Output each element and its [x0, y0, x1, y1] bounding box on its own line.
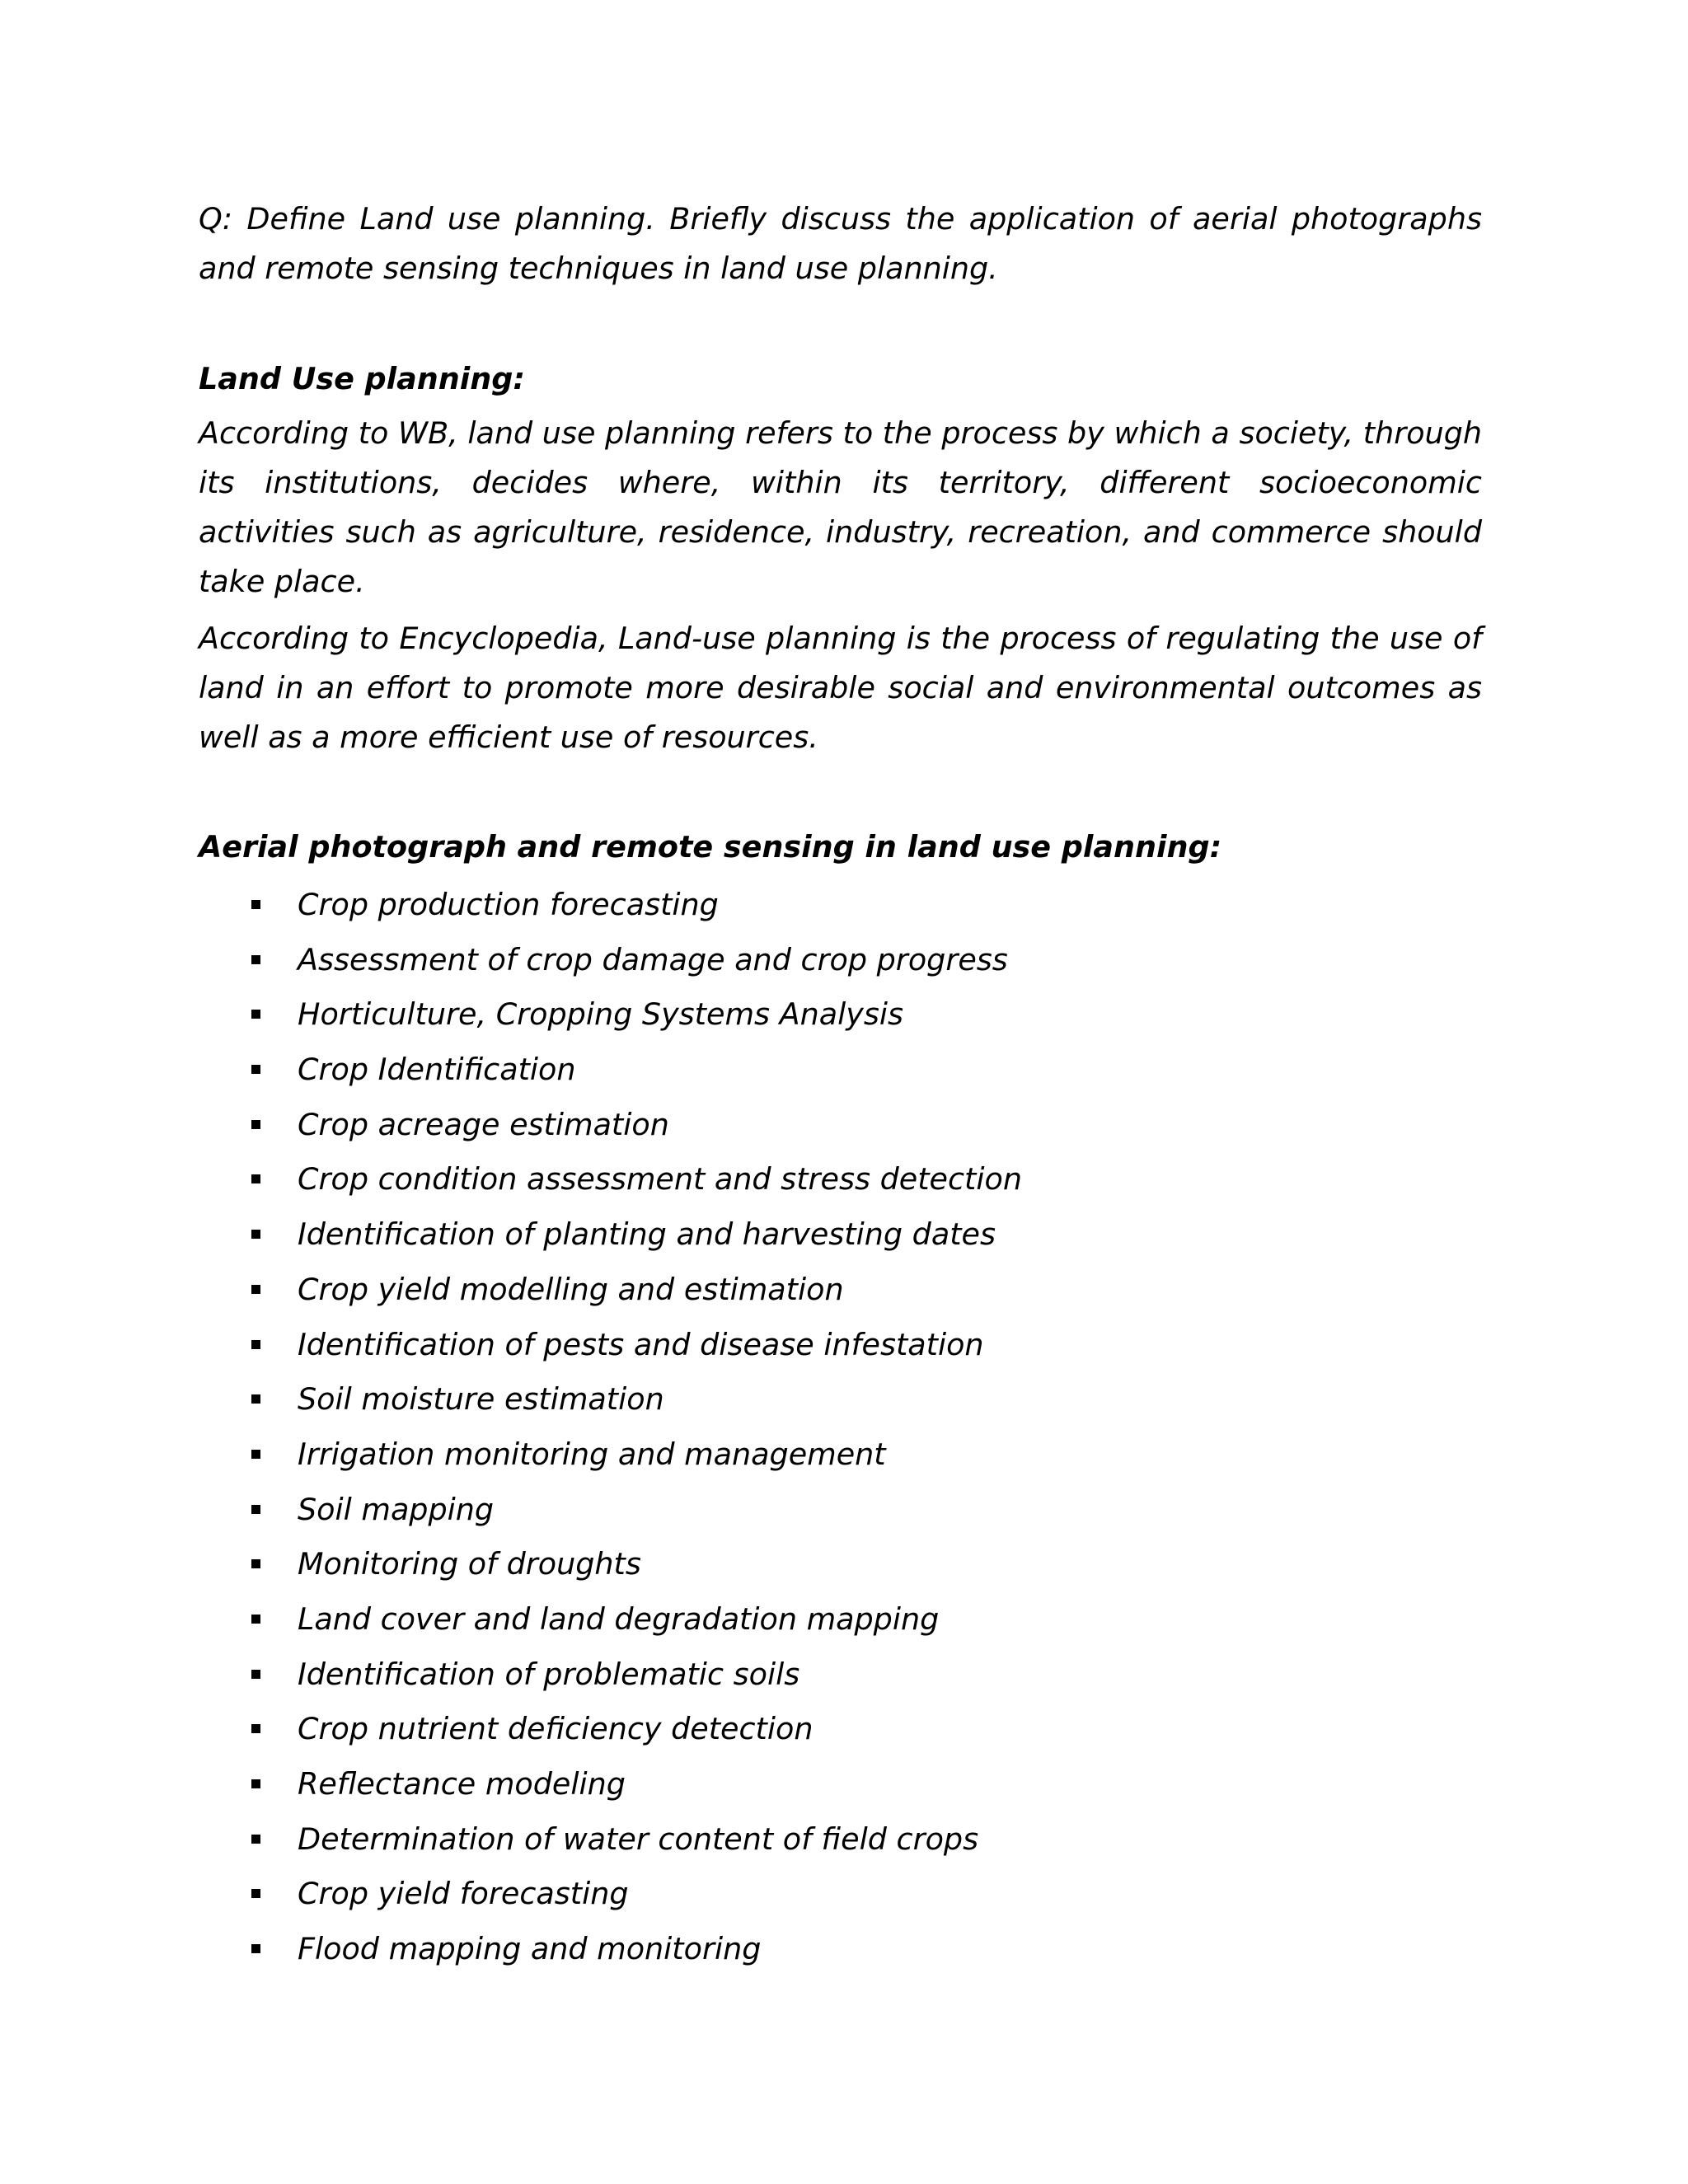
definition-line: well as a more efficient use of resources. — [199, 719, 818, 755]
list-item-text: Determination of water content of field crops — [298, 1821, 979, 1857]
square-bullet-icon — [251, 1944, 260, 1953]
question-paragraph — [199, 194, 1482, 293]
definition-line: take place. — [199, 564, 365, 599]
list-item-text: Crop condition assessment and stress detection — [298, 1161, 1022, 1197]
square-bullet-icon — [251, 900, 260, 909]
question-line: and remote sensing techniques in land use planning. — [199, 251, 998, 286]
definition-line: its institutions, decides where, within its territory, different socioeconomic — [199, 465, 1482, 500]
list-item-text: Assessment of crop damage and crop progress — [298, 941, 1008, 977]
square-bullet-icon — [251, 1120, 260, 1129]
list-item-text: Crop production forecasting — [298, 887, 719, 922]
square-bullet-icon — [251, 1724, 260, 1733]
list-item-text: Crop Identification — [298, 1052, 576, 1088]
definition-line: land in an effort to promote more desirable social and environmental outcomes as — [199, 670, 1482, 705]
list-item-text: Soil moisture estimation — [298, 1381, 664, 1418]
square-bullet-icon — [251, 1779, 260, 1788]
square-bullet-icon — [251, 1559, 260, 1568]
list-item-text: Flood mapping and monitoring — [298, 1931, 762, 1967]
definition-line: According to Encyclopedia, Land-use planning is the process of regulating the use of — [199, 621, 1482, 656]
square-bullet-icon — [251, 1174, 260, 1183]
square-bullet-icon — [251, 1615, 260, 1624]
list-item-text: Crop acreage estimation — [298, 1106, 669, 1142]
square-bullet-icon — [251, 1835, 260, 1844]
land-use-heading: Land Use planning: — [199, 361, 525, 396]
square-bullet-icon — [251, 1340, 260, 1349]
square-bullet-icon — [251, 1670, 260, 1679]
definition-line: According to WB, land use planning refers to the process by which a society, through — [199, 415, 1482, 451]
list-item-text: Crop yield forecasting — [298, 1876, 629, 1912]
square-bullet-icon — [251, 1010, 260, 1019]
square-bullet-icon — [251, 1230, 260, 1239]
list-item-text: Land cover and land degradation mapping — [298, 1601, 940, 1637]
definition-encyclopedia-paragraph — [199, 614, 1482, 762]
list-item-text: Monitoring of droughts — [298, 1546, 641, 1582]
square-bullet-icon — [251, 1065, 260, 1074]
square-bullet-icon — [251, 1889, 260, 1898]
list-item-text: Identification of planting and harvesting dates — [298, 1216, 996, 1253]
list-item-text: Identification of pests and disease infestation — [298, 1326, 984, 1362]
list-item-text: Irrigation monitoring and management — [298, 1436, 886, 1472]
square-bullet-icon — [251, 1285, 260, 1294]
square-bullet-icon — [251, 1394, 260, 1404]
list-item-text: Reflectance modeling — [298, 1766, 626, 1802]
applications-heading: Aerial photograph and remote sensing in land use planning: — [199, 829, 1222, 865]
list-item-text: Crop nutrient deficiency detection — [298, 1711, 814, 1747]
list-item-text: Crop yield modelling and estimation — [298, 1271, 844, 1307]
list-item-text: Identification of problematic soils — [298, 1656, 800, 1692]
square-bullet-icon — [251, 1505, 260, 1514]
square-bullet-icon — [251, 955, 260, 964]
list-item-text: Horticulture, Cropping Systems Analysis — [298, 996, 904, 1033]
question-line: Q: Define Land use planning. Briefly discuss the application of aerial photographs — [199, 201, 1482, 237]
list-item-text: Soil mapping — [298, 1491, 495, 1527]
definition-line: activities such as agriculture, residence, industry, recreation, and commerce should — [199, 514, 1482, 550]
square-bullet-icon — [251, 1450, 260, 1459]
definition-wb-paragraph — [199, 409, 1482, 607]
